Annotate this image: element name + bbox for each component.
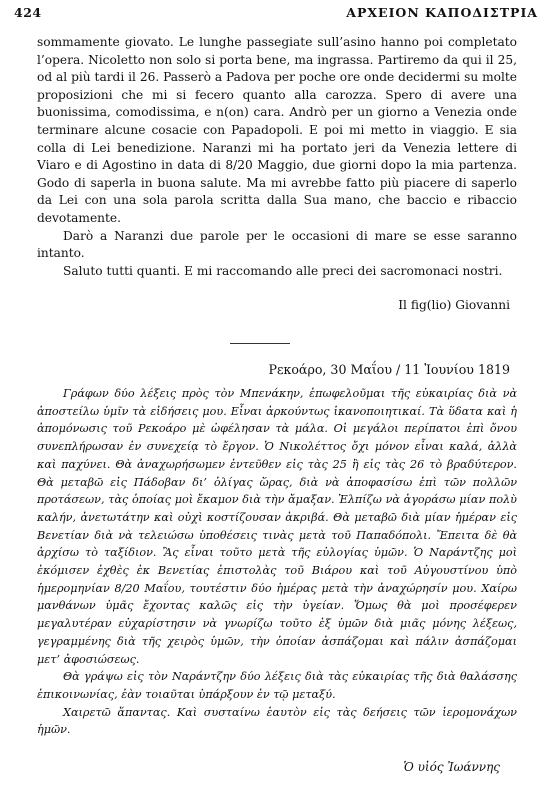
- italian-paragraph: Darò a Naranzi due parole per le occasioni di mare se esse saranno intanto.: [37, 228, 517, 261]
- italian-letter-text: [37, 34, 517, 280]
- section-divider: [230, 343, 290, 344]
- italian-paragraph: sommamente giovato. Le lunghe passegiate sull’asino hanno poi completato l’opera. Nicoletto non solo si porta bene, ma ingrassa. Partiremo da qui il 25, od al più tardi il 26. Passerò a Padova per poche ore onde decidermi su molte proposizioni che mi si fecero quanto alla carozza. Spero di avere una buonissima, comodissima, e n(on) cara. Andrò per un giorno a Venezia onde terminare alcune cosacie con Papadopoli. E poi mi metto in viaggio. E sia colla di Lei benedizione. Naranzi mi ha portato jeri da Venezia lettere di Viaro e di Agostino in data di 8/20 Maggio, due giorni dopo la mia partenza. Godo di saperla in buona salute. Ma mi avrebbe fatto più piacere di saperlo da Lei con una sola parola scritta dalla Sua mano, che baccio e ribaccio devotamente.: [37, 35, 517, 225]
- greek-paragraph: Θὰ γράψω εἰς τὸν Ναράντζην δύο λέξεις διὰ τὰς εὐκαιρίας τῆς διὰ θαλάσσης ἐπικοινωνίας, ἐὰν τοιαῦται ὑπάρξουν ἐν τῷ μεταξύ.: [37, 670, 517, 701]
- italian-signature: Il fig(lio) Giovanni: [398, 298, 510, 312]
- page-number: 424: [14, 5, 42, 20]
- page-header: [0, 5, 550, 21]
- greek-signature: Ὁ υἱός Ἰωάννης: [403, 760, 500, 774]
- greek-letter-text: [37, 385, 517, 739]
- greek-paragraph: Γράφων δύο λέξεις πρὸς τὸν Μπενάκην, ἐπωφελοῦμαι τῆς εὐκαιρίας διὰ νὰ ἀποστείλω ὑμῖν τὰ εἰδήσεις μου. Εἶναι ἀρκούντως ἱκανοποιητικαί. Τὰ ὕδατα καὶ ἡ ἀπομόνωσις τοῦ Ρεκοάρο μὲ ὠφέλησαν τὰ μάλα. Οἱ μεγάλοι περίπατοι ἐπὶ ὄνου συνεπλήρωσαν ἐν συνεχείᾳ τὸ ἔργον. Ὁ Νικολέττος ὄχι μόνον εἶναι καλά, ἀλλὰ καὶ παχύνει. Θὰ ἀναχωρήσωμεν ἐντεῦθεν εἰς τὰς 25 ἢ εἰς τὰς 26 τὸ βραδύτερον. Θὰ μεταβῶ εἰς Πάδοβαν δι’ ὀλίγας ὥρας, διὰ νὰ ἀποφασίσω ἐπὶ τῶν πολλῶν προτάσεων, τὰς ὁποίας μοὶ ἔκαμον διὰ τὴν ἄμαξαν. Ἐλπίζω νὰ ἀγοράσω μίαν πολὺ καλήν, ἀνετωτάτην καὶ οὐχὶ κοστίζουσαν ἀκριβά. Θὰ μεταβῶ διὰ μίαν ἡμέραν εἰς Βενετίαν διὰ νὰ τελειώσω ὑποθέσεις τινὰς μετὰ τοῦ Παπαδόπολι. Ἔπειτα δὲ θὰ ἀρχίσω τὸ ταξίδιον. Ἂς εἶναι τοῦτο μετὰ τῆς εὐλογίας ὑμῶν. Ὁ Ναράντζης μοὶ ἐκόμισεν ἐχθὲς ἐκ Βενετίας ἐπιστολὰς τοῦ Βιάρου καὶ τοῦ Αὐγουστίνου ὑπὸ ἡμερομηνίαν 8/20 Μαΐου, τουτέστιν δύο ἡμέρας μετὰ τὴν ἀναχώρησίν μου. Χαίρω μανθάνων ὑμᾶς ἔχοντας καλῶς εἰς τὴν ὑγείαν. Ὅμως θὰ μοὶ προσέφερεν μεγαλυτέραν εὐχαρίστησιν νὰ γνωρίζω τοῦτο ἐξ ὑμῶν διὰ μιᾶς μόνης λέξεως, γεγραμμένης διὰ τῆς χειρὸς ὑμῶν, τὴν ὁποίαν ἀσπάζομαι καὶ πάλιν ἀσπάζομαι μετ’ ἀφοσιώσεως.: [37, 387, 517, 666]
- running-title: ΑΡΧΕΙΟΝ ΚΑΠΟΔΙΣΤΡΙΑ: [346, 5, 538, 20]
- italian-paragraph: Saluto tutti quanti. E mi raccomando alle preci dei sacromonaci nostri.: [63, 263, 503, 278]
- greek-dateline: Ρεκοάρο, 30 Μαΐου / 11 Ἰουνίου 1819: [268, 362, 510, 377]
- greek-paragraph: Χαιρετῶ ἅπαντας. Καὶ συσταίνω ἑαυτὸν εἰς τὰς δεήσεις τῶν ἱερομονάχων ἡμῶν.: [37, 705, 517, 737]
